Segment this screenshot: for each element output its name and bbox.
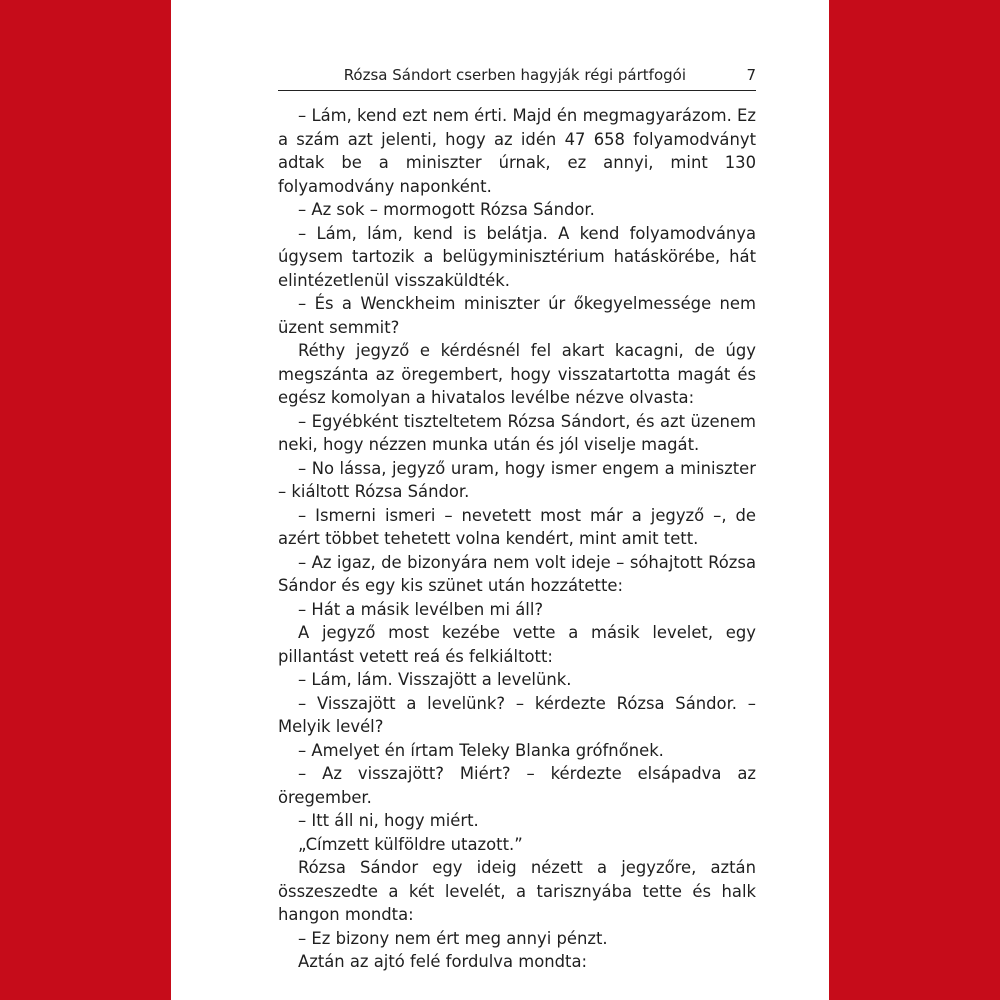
body-text [278, 104, 756, 974]
paragraph: – Hát a másik levélben mi áll? [298, 599, 544, 619]
paragraph: – Visszajött a levelünk? – kérdezte Rózsa Sándor. – Melyik levél? [278, 693, 756, 736]
paragraph: Aztán az ajtó felé fordulva mondta: [298, 952, 588, 971]
paragraph: – Lám, lám. Visszajött a levelünk. [298, 670, 572, 689]
paragraph: – És a Wenckheim miniszter úr őkegyelmessége nem üzent semmit? [278, 294, 756, 337]
paragraph: – Lám, lám, kend is belátja. A kend folyamodványa úgysem tartozik a belügyminisztérium hatáskörébe, hát elintézetlenül visszaküldték. [278, 223, 756, 290]
paragraph: – Ismerni ismeri – nevetett most már a jegyző –, de azért többet tehetett volna kendért, mint amit tett. [278, 505, 756, 548]
paragraph: – Az igaz, de bizonyára nem volt ideje – sóhajtott Rózsa Sándor és egy kis szünet után hozzátette: [278, 552, 756, 595]
paragraph: Réthy jegyző e kérdésnél fel akart kacagni, de úgy megszánta az öregembert, hogy visszatartotta magát és egész komolyan a hivatalos levélbe nézve olvasta: [278, 341, 756, 407]
chapter-title: Rózsa Sándort cserben hagyják régi pártfogói [343, 66, 686, 84]
paragraph: – Az sok – mormogott Rózsa Sándor. [298, 200, 595, 219]
paragraph: – Egyébként tiszteltetem Rózsa Sándort, és azt üzenem neki, hogy nézzen munka után és jól viselje magát. [278, 411, 756, 454]
running-header [278, 66, 756, 91]
paragraph: – Az visszajött? Miért? – kérdezte elsápadva az öregember. [278, 764, 756, 807]
paragraph: „Címzett külföldre utazott.” [298, 834, 523, 854]
book-page [171, 0, 829, 1000]
paragraph: – Itt áll ni, hogy miért. [298, 811, 479, 830]
paragraph: – Amelyet én írtam Teleky Blanka grófnőnek. [298, 740, 664, 760]
paragraph: Rózsa Sándor egy ideig nézett a jegyzőre, aztán összeszedte a két levelét, a tarisznyába tette és halk hangon mondta: [278, 858, 756, 924]
paragraph: – No lássa, jegyző uram, hogy ismer engem a miniszter – kiáltott Rózsa Sándor. [278, 458, 756, 501]
paragraph: A jegyző most kezébe vette a másik levelet, egy pillantást vetett reá és felkiáltott: [278, 623, 756, 666]
page-number: 7 [746, 66, 756, 84]
paragraph: – Ez bizony nem ért meg annyi pénzt. [298, 928, 608, 948]
paragraph: – Lám, kend ezt nem érti. Majd én megmagyarázom. Ez a szám azt jelenti, hogy az idén 47 658 folyamodványt adtak be a miniszter úrnak, ez annyi, mint 130 folyamodvány naponként. [278, 106, 756, 196]
